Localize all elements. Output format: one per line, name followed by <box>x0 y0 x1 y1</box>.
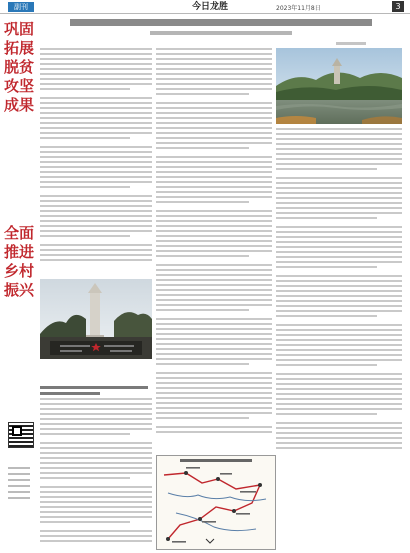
text-line <box>156 328 272 330</box>
text-line <box>156 235 272 237</box>
text-line <box>156 181 272 183</box>
text-line <box>276 432 402 434</box>
landscape-photo <box>276 48 402 124</box>
text-line <box>156 348 272 350</box>
text-line <box>40 88 130 90</box>
text-line <box>156 250 272 252</box>
section-tag: 副刊 <box>8 2 34 12</box>
text-line <box>276 364 377 366</box>
text-line <box>156 210 272 212</box>
text-line <box>276 207 402 209</box>
text-line <box>40 496 152 498</box>
text-line <box>40 540 152 542</box>
text-line <box>156 377 272 379</box>
text-line <box>40 166 152 168</box>
text-line <box>40 535 152 537</box>
text-line <box>276 442 402 444</box>
text-line <box>40 477 130 479</box>
text-line <box>156 294 272 296</box>
text-line <box>156 431 272 433</box>
text-line <box>156 147 249 149</box>
text-line <box>276 324 402 326</box>
text-line <box>156 201 249 203</box>
text-line <box>40 58 152 60</box>
text-line <box>40 433 130 435</box>
text-line <box>156 186 272 188</box>
text-line <box>276 354 402 356</box>
text-line <box>156 93 249 95</box>
text-line <box>40 249 152 251</box>
text-line <box>40 428 152 430</box>
route-map <box>156 455 276 550</box>
text-line <box>156 191 272 193</box>
text-line <box>40 259 152 261</box>
text-line <box>276 373 402 375</box>
text-line <box>156 240 272 242</box>
text-line <box>40 472 152 474</box>
text-line <box>40 486 152 488</box>
text-line <box>40 200 152 202</box>
text-line <box>156 127 272 129</box>
text-line <box>276 217 377 219</box>
branding-block <box>6 465 32 503</box>
text-line <box>276 295 402 297</box>
text-line <box>40 403 152 405</box>
text-line <box>40 68 152 70</box>
text-line <box>156 220 272 222</box>
page-number: 3 <box>392 1 404 12</box>
text-line <box>276 177 402 179</box>
text-line <box>156 417 249 419</box>
text-line <box>276 241 402 243</box>
text-line <box>40 467 152 469</box>
text-line <box>276 388 402 390</box>
text-line <box>40 423 152 425</box>
text-line <box>40 83 152 85</box>
text-line <box>156 333 272 335</box>
text-line <box>156 284 272 286</box>
article-headline <box>70 19 372 26</box>
text-line <box>40 73 152 75</box>
text-line <box>156 73 272 75</box>
text-line <box>276 315 377 317</box>
text-line <box>276 197 402 199</box>
qr-code <box>8 422 34 448</box>
issue-date: 2023年11月8日 <box>276 5 321 12</box>
text-line <box>156 107 272 109</box>
text-column-1 <box>40 48 152 276</box>
text-line <box>276 437 402 439</box>
text-line <box>276 422 402 424</box>
text-line <box>40 215 152 217</box>
memorial-photo <box>40 279 152 359</box>
text-line <box>276 427 402 429</box>
text-line <box>276 182 402 184</box>
text-line <box>156 426 272 428</box>
text-line <box>40 97 152 99</box>
text-line <box>156 372 272 374</box>
slogan-line-1: 巩固拓展脱贫攻坚成果 <box>3 20 34 114</box>
text-line <box>156 323 272 325</box>
text-line <box>40 511 152 513</box>
text-line <box>156 53 272 55</box>
text-line <box>276 378 402 380</box>
text-line <box>276 212 402 214</box>
text-line <box>156 137 272 139</box>
text-line <box>40 398 152 400</box>
text-line <box>40 151 152 153</box>
text-line <box>276 202 402 204</box>
text-line <box>40 48 152 50</box>
text-line <box>156 225 272 227</box>
text-line <box>156 230 272 232</box>
text-line <box>40 205 152 207</box>
text-line <box>40 78 152 80</box>
text-line <box>156 58 272 60</box>
text-line <box>276 138 402 140</box>
text-line <box>40 63 152 65</box>
text-line <box>156 63 272 65</box>
text-line <box>40 195 152 197</box>
text-column-2 <box>156 48 272 450</box>
text-line <box>156 309 249 311</box>
text-line <box>156 387 272 389</box>
section-subheading <box>40 386 152 395</box>
text-line <box>276 344 402 346</box>
text-line <box>156 156 272 158</box>
text-line <box>40 210 152 212</box>
text-line <box>156 166 272 168</box>
text-line <box>156 68 272 70</box>
text-line <box>40 112 152 114</box>
text-line <box>156 402 272 404</box>
text-line <box>156 142 272 144</box>
text-line <box>156 407 272 409</box>
text-line <box>276 168 377 170</box>
text-line <box>156 279 272 281</box>
text-line <box>276 246 402 248</box>
text-line <box>40 408 152 410</box>
text-line <box>40 102 152 104</box>
text-line <box>40 457 152 459</box>
text-line <box>40 107 152 109</box>
text-line <box>276 226 402 228</box>
text-line <box>40 235 130 237</box>
text-line <box>276 285 402 287</box>
text-line <box>40 452 152 454</box>
text-line <box>156 88 272 90</box>
text-line <box>156 117 272 119</box>
text-line <box>156 83 272 85</box>
text-line <box>156 264 272 266</box>
text-column-3 <box>276 128 402 550</box>
text-line <box>40 117 152 119</box>
text-line <box>156 353 272 355</box>
text-line <box>40 413 152 415</box>
text-line <box>276 349 402 351</box>
text-line <box>276 305 402 307</box>
text-line <box>40 171 152 173</box>
text-line <box>156 358 272 360</box>
text-line <box>40 530 152 532</box>
text-line <box>276 329 402 331</box>
article-subheadline <box>150 31 292 35</box>
text-line <box>40 418 152 420</box>
text-line <box>156 363 249 365</box>
text-line <box>156 392 272 394</box>
text-line <box>40 491 152 493</box>
text-line <box>40 53 152 55</box>
text-line <box>276 408 402 410</box>
text-line <box>276 158 402 160</box>
text-line <box>40 254 152 256</box>
text-line <box>40 447 152 449</box>
text-line <box>276 339 402 341</box>
text-line <box>156 255 249 257</box>
text-line <box>156 196 272 198</box>
text-line <box>276 256 402 258</box>
text-line <box>276 290 402 292</box>
text-line <box>276 143 402 145</box>
text-line <box>156 48 272 50</box>
text-line <box>40 442 152 444</box>
text-line <box>276 128 402 130</box>
text-line <box>276 403 402 405</box>
text-line <box>156 269 272 271</box>
text-line <box>40 516 152 518</box>
text-line <box>156 102 272 104</box>
text-line <box>40 132 152 134</box>
text-line <box>156 215 272 217</box>
text-line <box>40 462 152 464</box>
text-line <box>40 220 152 222</box>
text-line <box>156 397 272 399</box>
text-line <box>276 251 402 253</box>
text-line <box>156 122 272 124</box>
text-line <box>276 187 402 189</box>
text-line <box>156 171 272 173</box>
text-line <box>156 382 272 384</box>
text-line <box>276 261 402 263</box>
text-line <box>40 146 152 148</box>
text-column-1-lower <box>40 398 152 550</box>
text-line <box>156 318 272 320</box>
newspaper-title: 今日龙胜 <box>191 2 228 12</box>
text-line <box>156 299 272 301</box>
text-line <box>156 289 272 291</box>
text-line <box>156 274 272 276</box>
text-line <box>276 413 377 415</box>
text-line <box>156 161 272 163</box>
text-line <box>276 334 402 336</box>
text-line <box>40 506 152 508</box>
text-line <box>156 304 272 306</box>
text-line <box>276 280 402 282</box>
text-line <box>40 176 152 178</box>
text-line <box>276 398 402 400</box>
text-line <box>276 383 402 385</box>
text-line <box>156 132 272 134</box>
text-line <box>276 236 402 238</box>
text-line <box>276 192 402 194</box>
masthead <box>0 0 410 14</box>
masthead-rule <box>0 13 410 14</box>
text-line <box>276 275 402 277</box>
text-line <box>276 393 402 395</box>
text-line <box>276 231 402 233</box>
text-line <box>276 359 402 361</box>
text-line <box>276 148 402 150</box>
text-line <box>40 521 130 523</box>
text-line <box>156 338 272 340</box>
text-line <box>40 156 152 158</box>
text-line <box>40 161 152 163</box>
text-line <box>156 112 272 114</box>
text-line <box>276 163 402 165</box>
text-line <box>156 343 272 345</box>
text-line <box>276 153 402 155</box>
text-line <box>156 78 272 80</box>
text-line <box>40 122 152 124</box>
text-line <box>40 230 152 232</box>
slogan-line-2: 全面推进乡村振兴 <box>3 224 34 299</box>
text-line <box>156 245 272 247</box>
text-line <box>40 181 152 183</box>
text-line <box>276 310 402 312</box>
text-line <box>40 186 130 188</box>
text-line <box>276 266 377 268</box>
text-line <box>276 447 402 449</box>
text-line <box>40 225 152 227</box>
text-line <box>40 501 152 503</box>
text-line <box>40 127 152 129</box>
text-line <box>276 300 402 302</box>
text-line <box>156 176 272 178</box>
text-line <box>40 137 130 139</box>
text-line <box>276 133 402 135</box>
byline <box>336 42 366 45</box>
text-line <box>156 412 272 414</box>
text-line <box>40 244 152 246</box>
slogan-column <box>0 14 36 414</box>
